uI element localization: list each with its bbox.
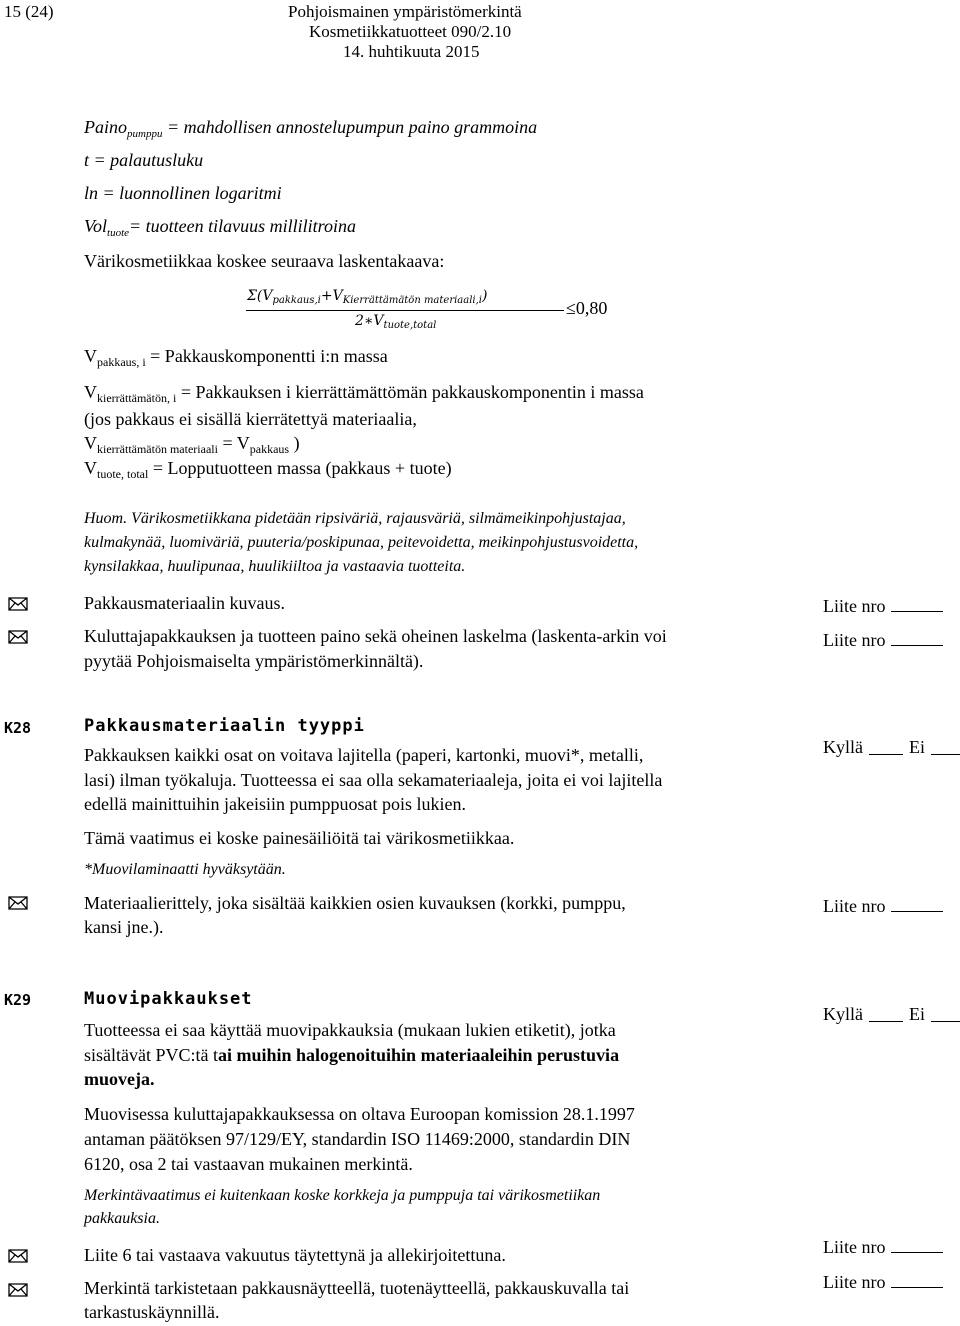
var-v3-main: V <box>84 433 97 453</box>
ei-label: Ei <box>909 737 925 757</box>
var-v2-sub: kierrättämätön, i <box>97 391 177 405</box>
var-v-pakkaus-main: V <box>84 346 97 366</box>
var-v4-main: V <box>84 458 97 478</box>
kylla-label: Kyllä <box>823 737 863 757</box>
huom-line2: kulmakynää, luomiväriä, puuteria/poskipunaa, peitevoidetta, meikinpohjustusvoidetta, <box>84 534 639 551</box>
k29-doc2-l2: tarkastuskäynnillä. <box>84 1302 220 1322</box>
kylla-blank[interactable] <box>869 1021 903 1022</box>
document-check-icon <box>8 1280 28 1300</box>
k29-note-l2: pakkauksia. <box>84 1210 160 1227</box>
header-date: 14. huhtikuuta 2015 <box>343 42 480 61</box>
k29-kylla-ei[interactable] <box>823 1004 960 1025</box>
var-v3-sub: kierrättämätön materiaali <box>97 442 218 456</box>
k29-p1-l2b: ai muihin halogenoituihin materiaaleihin perustuvia <box>218 1045 620 1065</box>
var-v3-sub2: pakkaus <box>249 442 290 456</box>
var-v4-rest: = Lopputuotteen massa (pakkaus + tuote) <box>148 458 452 478</box>
def-ln: ln = luonnollinen logaritmi <box>84 183 282 203</box>
requirement-code-k29: K29 <box>4 991 32 1009</box>
liite-nro-k28[interactable]: Liite nro <box>823 896 943 917</box>
k29-doc1: Liite 6 tai vastaava vakuutus täytettynä ja allekirjoitettuna. <box>84 1245 506 1265</box>
k28-p1-l3: edellä mainittuihin jakeisiin pumppuosat pois lukien. <box>84 794 466 814</box>
k29-p1-l3: muoveja. <box>84 1069 155 1089</box>
formula-fraction-bar <box>246 310 564 311</box>
header-title: Pohjoismainen ympäristömerkintä <box>288 2 522 21</box>
k29-doc2-l1: Merkintä tarkistetaan pakkausnäytteellä, tuotenäytteellä, pakkauskuvalla tai <box>84 1278 630 1298</box>
document-check-icon <box>8 1246 28 1266</box>
def-vol-sub: tuote <box>107 227 130 239</box>
def-paino-rest: = mahdollisen annostelupumpun paino grammoina <box>162 117 538 137</box>
def-paino-main: Paino <box>84 117 127 137</box>
formula-sub1: pakkaus,i <box>272 295 321 306</box>
def-t: t = palautusluku <box>84 150 204 170</box>
formula-intro: Värikosmetiikkaa koskee seuraava laskentakaava: <box>84 251 445 271</box>
k29-note-l1: Merkintävaatimus ei kuitenkaan koske korkkeja ja pumppuja tai värikosmetiikan <box>84 1187 601 1204</box>
def-vol-rest: = tuotteen tilavuus millilitroina <box>129 216 356 236</box>
kylla-label: Kyllä <box>823 1004 863 1024</box>
formula-close: ) <box>482 288 488 304</box>
def-paino <box>84 117 537 140</box>
var-v-tuote-total <box>84 458 452 482</box>
def-vol-main: Vol <box>84 216 108 236</box>
var-v-kierrattamaton <box>84 382 644 406</box>
formula-numerator <box>247 288 487 306</box>
formula-sigma: Σ(V <box>247 288 273 304</box>
var-v3-end: ) <box>289 433 300 453</box>
document-check-icon <box>8 893 28 913</box>
document-check-icon <box>8 594 28 614</box>
liite-nro-2[interactable]: Liite nro <box>823 630 943 651</box>
ei-blank[interactable] <box>931 754 960 755</box>
document-check-icon <box>8 627 28 647</box>
formula-denominator <box>355 313 436 331</box>
doc-pakkausmateriaali: Pakkausmateriaalin kuvaus. <box>84 593 285 613</box>
k28-p1-l1: Pakkauksen kaikki osat on voitava lajitella (paperi, kartonki, muovi*, metalli, <box>84 745 644 765</box>
k29-p1-l2a: sisältävät PVC:tä t <box>84 1045 218 1065</box>
var-v2-line2: (jos pakkaus ei sisällä kierrätettyä materiaalia, <box>84 409 417 429</box>
liite-nro-1[interactable]: Liite nro <box>823 596 943 617</box>
var-v2-rest: = Pakkauksen i kierrättämättömän pakkauskomponentin i massa <box>176 382 644 402</box>
liite-nro-k29-1[interactable]: Liite nro <box>823 1237 943 1258</box>
k28-p1-l2: lasi) ilman työkaluja. Tuotteessa ei saa olla sekamateriaaleja, joita ei voi lajitella <box>84 770 663 790</box>
page-number: 15 (24) <box>4 2 54 21</box>
k28-doc-l2: kansi jne.). <box>84 917 164 937</box>
ei-blank[interactable] <box>931 1021 960 1022</box>
var-v3-mid: = V <box>217 433 250 453</box>
var-v-materiaali <box>84 433 300 457</box>
formula-den-sub: tuote,total <box>383 320 437 331</box>
formula-sub2: Kierrättämätön materiaali,i <box>342 295 483 306</box>
k28-p2: Tämä vaatimus ei koske painesäiliöitä tai värikosmetiikkaa. <box>84 828 515 848</box>
k29-p2-l2: antaman päätöksen 97/129/EY, standardin ISO 11469:2000, standardin DIN <box>84 1129 631 1149</box>
doc-paino-line2: pyytää Pohjoismaiselta ympäristömerkinnältä). <box>84 651 424 671</box>
huom-line1: Huom. Värikosmetiikkana pidetään ripsiväriä, rajausväriä, silmämeikinpohjustajaa, <box>84 510 626 527</box>
k28-kylla-ei[interactable] <box>823 737 960 758</box>
k28-doc-l1: Materiaalierittely, joka sisältää kaikkien osien kuvauksen (korkki, pumppu, <box>84 893 626 913</box>
k29-p2-l3: 6120, osa 2 tai vastaavan mukainen merkintä. <box>84 1154 413 1174</box>
k29-p1-l1: Tuotteessa ei saa käyttää muovipakkauksia (mukaan lukien etiketit), jotka <box>84 1020 616 1040</box>
var-v-pakkaus-sub: pakkaus, i <box>97 355 146 369</box>
formula-rhs: ≤0,80 <box>566 298 608 318</box>
k29-p2-l1: Muovisessa kuluttajapakkauksessa on oltava Euroopan komission 28.1.1997 <box>84 1104 635 1124</box>
k29-p1-l2 <box>84 1045 619 1066</box>
formula-den-main: 2∗V <box>355 313 384 329</box>
var-v4-sub: tuote, total <box>97 467 149 481</box>
header-subtitle: Kosmetiikkatuotteet 090/2.10 <box>309 22 512 41</box>
var-v2-main: V <box>84 382 97 402</box>
k29-title: Muovipakkaukset <box>84 989 253 1009</box>
k28-title: Pakkausmateriaalin tyyppi <box>84 716 365 736</box>
def-vol <box>84 216 356 239</box>
doc-paino-line1: Kuluttajapakkauksen ja tuotteen paino sekä oheinen laskelma (laskenta-arkin voi <box>84 626 667 646</box>
liite-nro-k29-2[interactable]: Liite nro <box>823 1272 943 1293</box>
kylla-blank[interactable] <box>869 754 903 755</box>
requirement-code-k28: K28 <box>4 719 32 737</box>
huom-line3: kynsilakkaa, huulipunaa, huulikiiltoa ja vastaavia tuotteita. <box>84 558 466 575</box>
ei-label: Ei <box>909 1004 925 1024</box>
formula-plus: +V <box>320 288 343 304</box>
var-v-pakkaus-rest: = Pakkauskomponentti i:n massa <box>145 346 388 366</box>
k28-note: *Muovilaminaatti hyväksytään. <box>84 861 286 878</box>
var-v-pakkaus <box>84 346 388 370</box>
def-paino-sub: pumppu <box>127 128 163 140</box>
